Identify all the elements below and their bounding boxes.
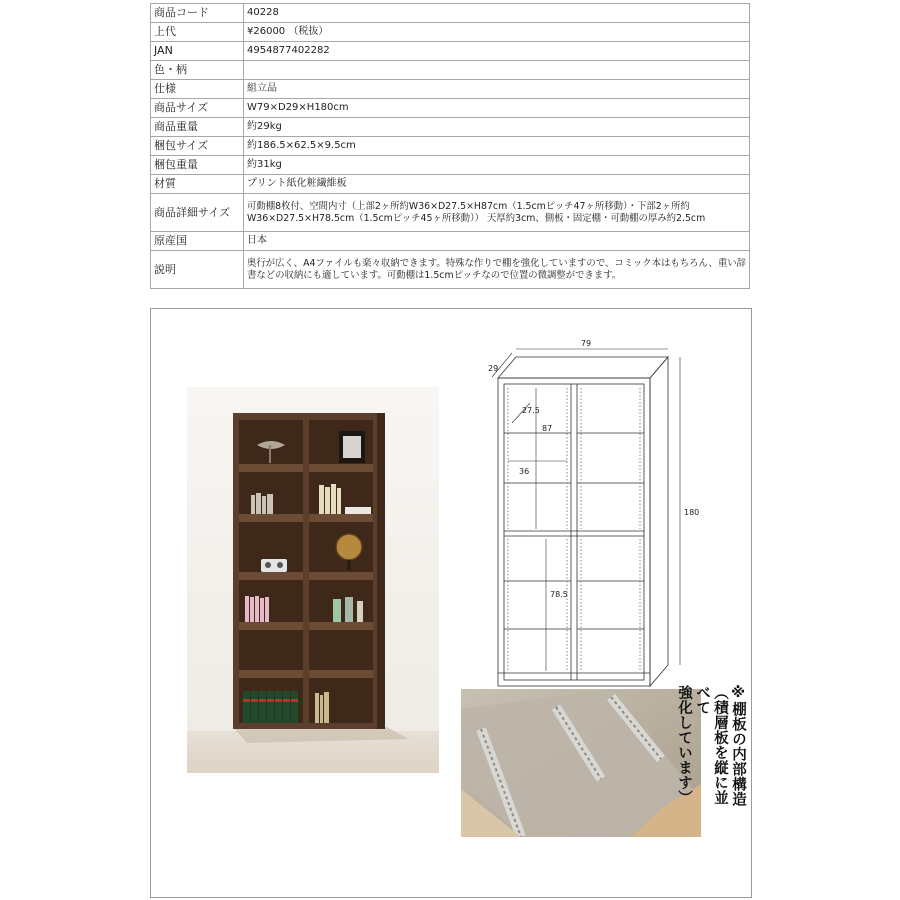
spec-label: 商品コード: [151, 4, 244, 23]
spec-value: W79×D29×H180cm: [244, 99, 750, 118]
spec-label: 原産国: [151, 232, 244, 251]
upper-inner-height-label: 87: [542, 424, 553, 433]
spec-value: ¥26000 （税抜）: [244, 23, 750, 42]
spec-value: 4954877402282: [244, 42, 750, 61]
spec-value: 組立品: [244, 80, 750, 99]
spec-row-color: [151, 61, 750, 80]
spec-value: 約29kg: [244, 118, 750, 137]
product-image-frame: [150, 308, 752, 898]
lower-inner-height-label: 78.5: [550, 590, 568, 599]
spec-value: プリント紙化粧繊維板: [244, 175, 750, 194]
inner-width-dimension-label: 36: [519, 467, 530, 476]
spec-row-material: [151, 175, 750, 194]
bookshelf-illustration: [187, 387, 439, 773]
spec-value: 40228: [244, 4, 750, 23]
spec-row-description: [151, 251, 750, 289]
spec-label: 色・柄: [151, 61, 244, 80]
inner-depth-dimension-label: 27.5: [522, 406, 540, 415]
spec-row-product-code: [151, 4, 750, 23]
spec-value: 日本: [244, 232, 750, 251]
spec-value: 約31kg: [244, 156, 750, 175]
spec-row-spec: [151, 80, 750, 99]
spec-label: 梱包重量: [151, 156, 244, 175]
spec-value: 奥行が広く、A4ファイルも楽々収納できます。特殊な作りで棚を強化していますので、コミック本はもちろん、重い辞書などの収納にも適しています。可動棚は1.5cmピッチなので位置の微調整ができます。: [244, 251, 750, 289]
note-line-3: 強化しています）: [676, 685, 692, 805]
spec-row-size: [151, 99, 750, 118]
shelf-structure-note: [651, 685, 747, 815]
spec-row-origin: [151, 232, 750, 251]
spec-label: 梱包サイズ: [151, 137, 244, 156]
spec-label: 商品詳細サイズ: [151, 194, 244, 232]
width-dimension-label: 79: [580, 339, 592, 348]
spec-label: 商品サイズ: [151, 99, 244, 118]
spec-label: 材質: [151, 175, 244, 194]
dimension-drawing: [486, 333, 701, 693]
spec-row-detail-size: [151, 194, 750, 232]
note-line-2: （積層板を縦に並べて: [694, 685, 728, 805]
dimension-drawing-svg: [486, 333, 701, 693]
spec-row-package-size: [151, 137, 750, 156]
depth-dimension-label: 29: [488, 364, 499, 373]
spec-row-price: [151, 23, 750, 42]
spec-value: 約186.5×62.5×9.5cm: [244, 137, 750, 156]
spec-label: 商品重量: [151, 118, 244, 137]
height-dimension-label: 180: [684, 508, 700, 517]
spec-label: 説明: [151, 251, 244, 289]
spec-label: 仕様: [151, 80, 244, 99]
note-line-1: ※棚板の内部構造: [730, 685, 746, 807]
spec-row-package-weight: [151, 156, 750, 175]
spec-row-jan: [151, 42, 750, 61]
spec-label: 上代: [151, 23, 244, 42]
spec-table: [150, 3, 750, 289]
spec-row-weight: [151, 118, 750, 137]
bookshelf-photo: [187, 387, 439, 773]
spec-value: 可動棚8枚付、空間内寸（上部2ヶ所約W36×D27.5×H87cm（1.5cmピッチ47ヶ所移動）・下部2ヶ所約W36×D27.5×H78.5cm（1.5cmピッチ45ヶ所移動）） 天厚約3cm、側板・固定棚・可動棚の厚み約2.5cm: [244, 194, 750, 232]
spec-label: JAN: [151, 42, 244, 61]
spec-value: [244, 61, 750, 80]
